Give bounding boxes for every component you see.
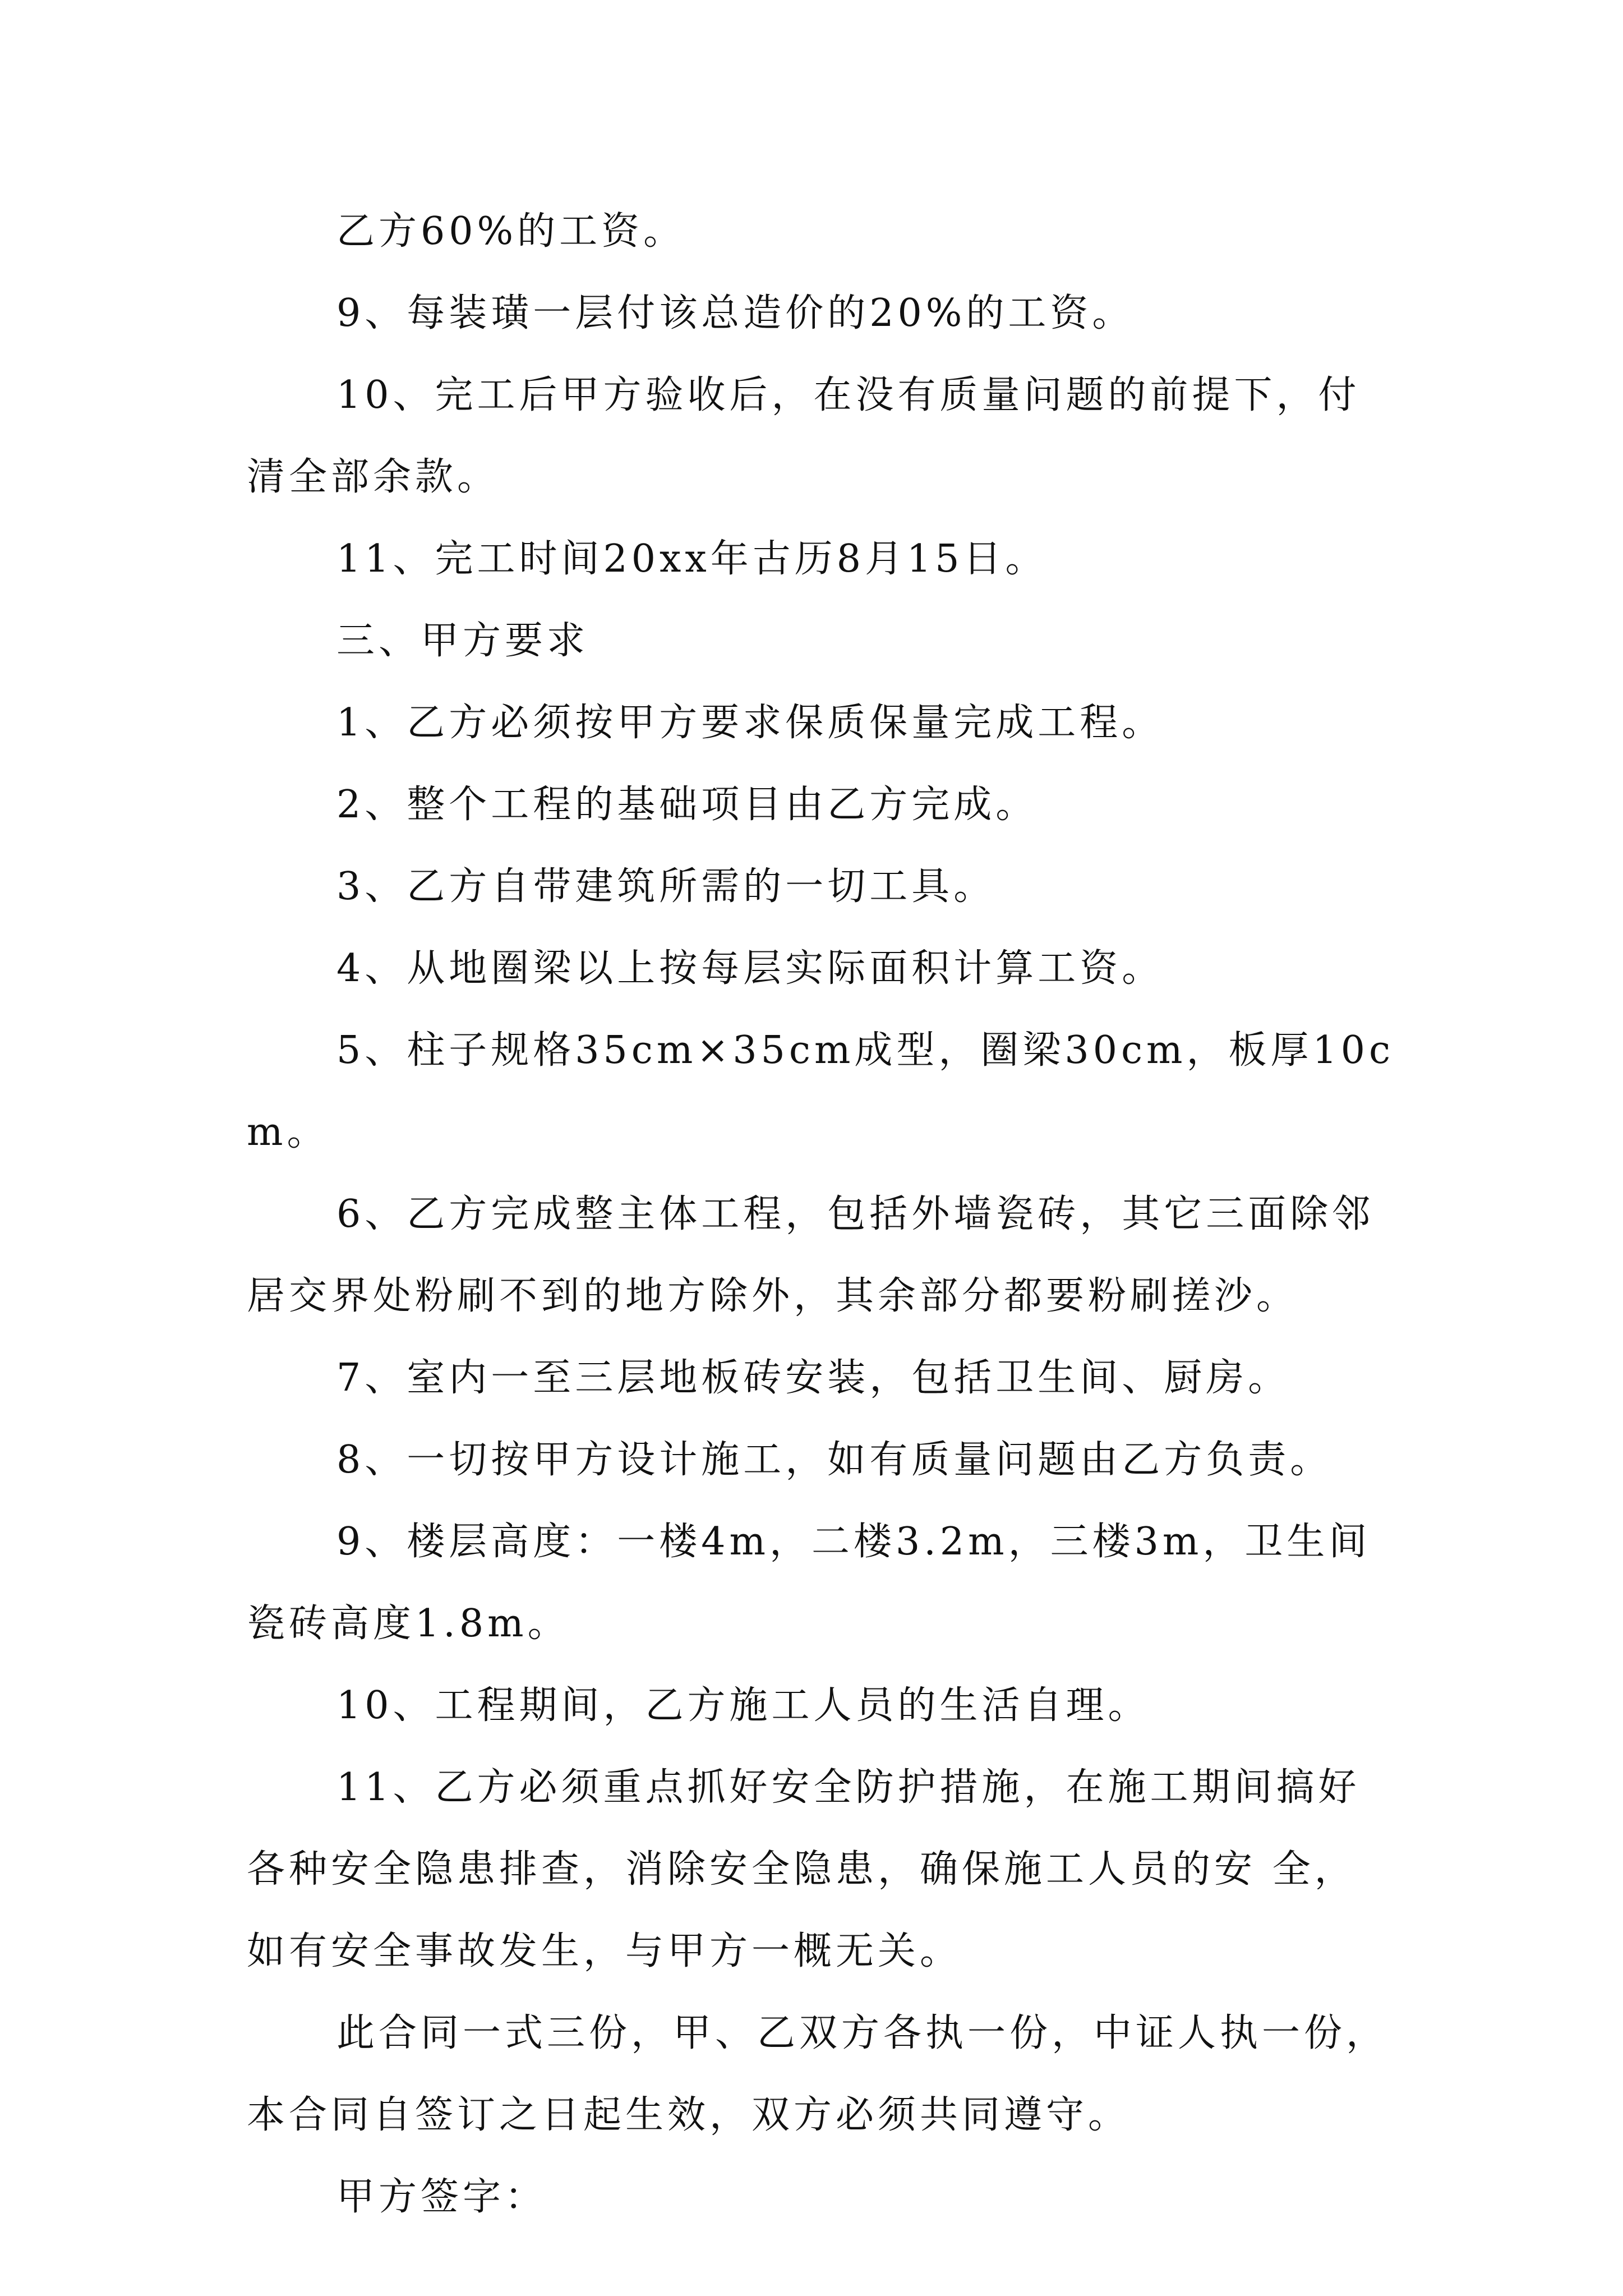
requirement-item-8: 8、一切按甲方设计施工，如有质量问题由乙方负责。 bbox=[336, 1438, 1332, 1482]
requirement-item-6: 6、乙方完成整主体工程，包括外墙瓷砖，其它三面除邻居交界处粉刷不到的地方除外，其余部分都要粉刷搓沙。 bbox=[247, 1192, 1375, 1318]
requirement-item-10: 10、工程期间，乙方施工人员的生活自理。 bbox=[336, 1683, 1150, 1728]
requirement-item-2: 2、整个工程的基础项目由乙方完成。 bbox=[336, 783, 1038, 827]
paragraph-decoration-payment: 9、每装璜一层付该总造价的20%的工资。 bbox=[336, 291, 1135, 335]
requirement-item-5: 5、柱子规格35cm×35cm成型，圈梁30cm，板厚10cm。 bbox=[247, 1028, 1395, 1154]
requirement-item-1: 1、乙方必须按甲方要求保质保量完成工程。 bbox=[336, 701, 1164, 745]
requirement-item-11: 11、乙方必须重点抓好安全防护措施，在施工期间搞好各种安全隐患排查，消除安全隐患，确保施工人员的安 全，如有安全事故发生，与甲方一概无关。 bbox=[247, 1765, 1361, 1973]
paragraph-wage-60-percent: 乙方60%的工资。 bbox=[336, 209, 686, 254]
document-body bbox=[247, 191, 1396, 2238]
paragraph-final-payment: 10、完工后甲方验收后，在没有质量问题的前提下，付清全部余款。 bbox=[247, 373, 1361, 499]
paragraph-completion-date: 11、完工时间20xx年古历8月15日。 bbox=[336, 537, 1048, 581]
requirement-item-4: 4、从地圈梁以上按每层实际面积计算工资。 bbox=[336, 946, 1164, 991]
requirement-item-7: 7、室内一至三层地板砖安装，包括卫生间、厨房。 bbox=[336, 1356, 1290, 1400]
section-heading-party-a-requirements: 三、甲方要求 bbox=[336, 619, 589, 663]
requirement-item-3: 3、乙方自带建筑所需的一切工具。 bbox=[336, 864, 996, 909]
party-a-signature-label: 甲方签字： bbox=[336, 2175, 547, 2219]
contract-copies-clause: 此合同一式三份，甲、乙双方各执一份，中证人执一份，本合同自签订之日起生效，双方必须共同遵守。 bbox=[247, 2011, 1389, 2137]
requirement-item-9: 9、楼层高度：一楼4m，二楼3.2m，三楼3m，卫生间瓷砖高度1.8m。 bbox=[247, 1520, 1371, 1646]
